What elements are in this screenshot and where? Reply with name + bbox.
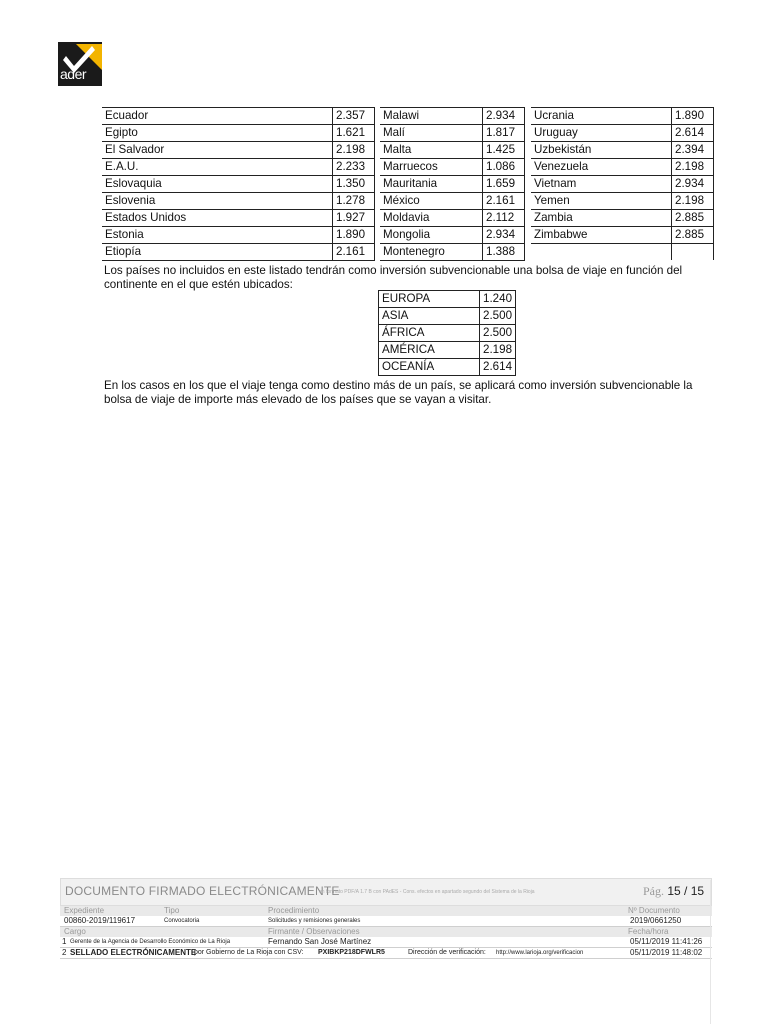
table-row [379,325,516,342]
country-value: 2.934 [483,108,525,125]
sign1-num: 1 [62,937,67,946]
table-row [102,227,375,244]
country-name: Moldavia [380,210,483,227]
country-name: Yemen [531,193,672,210]
country-name: Mongolia [380,227,483,244]
country-name: Malí [380,125,483,142]
country-name: Zimbabwe [531,227,672,244]
country-value: 2.614 [672,125,714,142]
table-row [379,359,516,376]
table-row [380,176,525,193]
country-name: Vietnam [531,176,672,193]
expediente-value: 00860-2019/119617 [64,916,136,925]
continent-value: 1.240 [480,291,516,308]
empty-cell [531,244,672,261]
country-value: 1.621 [333,125,375,142]
country-value: 1.817 [483,125,525,142]
country-value: 2.233 [333,159,375,176]
country-value: 2.885 [672,210,714,227]
country-value: 2.885 [672,227,714,244]
table-row [380,227,525,244]
country-name: Estados Unidos [102,210,333,227]
country-table-3 [531,107,714,260]
table-row [379,291,516,308]
country-name: Zambia [531,210,672,227]
country-name: Ecuador [102,108,333,125]
table-row [531,142,714,159]
table-row [380,159,525,176]
country-name: Uzbekistán [531,142,672,159]
sign2-fecha: 05/11/2019 11:48:02 [630,948,703,957]
country-name: Malawi [380,108,483,125]
footer-header [60,878,712,906]
sign2-csv: PXIBKP218DFWLR5 [318,949,385,956]
table-row [531,210,714,227]
country-name: E.A.U. [102,159,333,176]
page-number [643,884,704,899]
table-row [531,108,714,125]
country-value: 2.112 [483,210,525,227]
continent-name: OCEANÍA [379,359,480,376]
table-row [531,159,714,176]
table-row [102,125,375,142]
table-row [379,342,516,359]
footer-values-row [60,916,712,927]
country-value: 1.086 [483,159,525,176]
continent-name: EUROPA [379,291,480,308]
header-tipo: Tipo [164,906,180,915]
country-value: 2.934 [483,227,525,244]
country-name: Montenegro [380,244,483,261]
country-value: 2.161 [483,193,525,210]
country-value: 1.425 [483,142,525,159]
continent-intro-paragraph: Los países no incluidos en este listado tendrán como inversión subvencionable una bolsa de viaje en función del continente en el que estén ubicados: [104,264,683,291]
country-table-1 [102,107,375,261]
signature-row-2 [60,948,712,959]
signature-row-1 [60,937,712,948]
country-value: 1.890 [333,227,375,244]
sign1-firmante: Fernando San José Martínez [268,937,372,946]
country-value: 1.659 [483,176,525,193]
continent-value: 2.500 [480,325,516,342]
header-cargo: Cargo [64,927,86,936]
tipo-value: Convocatoria [164,918,200,924]
country-value: 2.394 [672,142,714,159]
header-procedimiento: Procedimiento [268,906,320,915]
table-row [379,308,516,325]
sign1-fecha: 05/11/2019 11:41:26 [630,937,703,946]
sign2-num: 2 [62,948,67,957]
country-table-2 [380,107,525,261]
country-value: 1.388 [483,244,525,261]
procedimiento-value: Solicitudes y remisiones generales [268,918,361,924]
table-row [531,227,714,244]
sign2-dir-label: Dirección de verificación: [408,949,486,956]
table-row [102,108,375,125]
table-row [380,244,525,261]
country-name: Etiopía [102,244,333,261]
country-value: 2.934 [672,176,714,193]
table-row [380,193,525,210]
footer-headers-row [60,906,712,916]
table-row [102,210,375,227]
header-firmante: Firmante / Observaciones [268,927,360,936]
continent-value: 2.198 [480,342,516,359]
page-sep: / [684,884,688,898]
country-name: Malta [380,142,483,159]
country-value: 2.161 [333,244,375,261]
footer-note: en formato PDF/A 1.7 B con PAdES - Cons. efectos en apartado segundo del Sistema de la Rioja [319,889,535,895]
country-name: Ucrania [531,108,672,125]
header-fecha: Fecha/hora [628,927,669,936]
country-value: 1.278 [333,193,375,210]
country-value: 1.890 [672,108,714,125]
table-row [380,210,525,227]
table-row [531,176,714,193]
sign2-bold: SELLADO ELECTRÓNICAMENTE [70,948,197,957]
country-name: Uruguay [531,125,672,142]
continent-table [378,290,516,376]
country-value: 2.198 [333,142,375,159]
table-row [102,244,375,261]
continent-name: ÁFRICA [379,325,480,342]
table-row [380,142,525,159]
continent-value: 2.614 [480,359,516,376]
table-row [380,108,525,125]
footer-headers2-row [60,927,712,937]
country-name: México [380,193,483,210]
country-value: 2.357 [333,108,375,125]
table-row [102,142,375,159]
margin-line [710,880,711,1024]
table-row [531,193,714,210]
continent-name: ASIA [379,308,480,325]
country-name: Eslovaquia [102,176,333,193]
page-label: Pág. [643,884,664,898]
header-n-documento: Nº Documento [628,906,680,915]
page-current: 15 [667,884,681,898]
country-name: Egipto [102,125,333,142]
table-row [531,125,714,142]
country-name: Mauritania [380,176,483,193]
table-row [380,125,525,142]
logo-text: ader [60,66,87,82]
table-row [531,244,714,261]
table-row [102,176,375,193]
signature-footer [60,878,712,959]
country-name: Eslovenia [102,193,333,210]
footer-title: DOCUMENTO FIRMADO ELECTRÓNICAMENTE [65,884,340,898]
page-total: 15 [690,884,705,898]
country-name: El Salvador [102,142,333,159]
n-documento-value: 2019/0661250 [630,916,682,925]
country-value: 1.927 [333,210,375,227]
country-value: 2.198 [672,159,714,176]
country-value: 2.198 [672,193,714,210]
multi-country-paragraph: En los casos en los que el viaje tenga como destino más de un país, se aplicará como inversión subvencionable la bolsa de viaje de importe más elevado de los países que se vayan a visitar. [104,379,693,406]
country-name: Estonia [102,227,333,244]
empty-cell [672,244,714,261]
sign1-cargo: Gerente de la Agencia de Desarrollo Económico de La Rioja [70,939,231,945]
country-value: 1.350 [333,176,375,193]
country-name: Marruecos [380,159,483,176]
country-name: Venezuela [531,159,672,176]
header-expediente: Expediente [64,906,105,915]
continent-value: 2.500 [480,308,516,325]
continent-name: AMÉRICA [379,342,480,359]
sign2-text: por Gobierno de La Rioja con CSV: [194,949,304,956]
table-row [102,159,375,176]
verification-link[interactable]: http://www.larioja.org/verificacion [496,950,584,956]
table-row [102,193,375,210]
